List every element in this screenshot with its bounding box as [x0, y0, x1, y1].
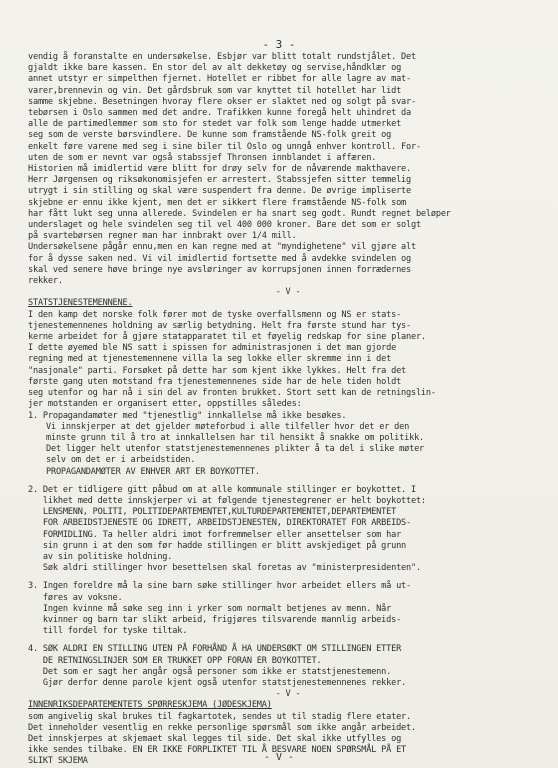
paragraph	[28, 581, 548, 637]
text-line: jer motstanden er organisert etter, oppstilles således:	[28, 399, 302, 410]
text-line: har fått lukt seg unna allerede. Svindelen er ha snart seg godt. Rundt regnet beløper	[28, 208, 451, 219]
text-line: annet utstyr er simpelthen fjernet. Hotellet er ribbet for alle lagre av mat-	[28, 74, 411, 85]
text-line: FOR ARBEIDSTJENESTE OG IDRETT, ARBEIDSTJENESTEN, DIREKTORATET FOR ARBEIDS-	[28, 518, 411, 529]
section-separator: - V -	[275, 287, 301, 298]
text-line: første gang uten motstand fra tjenestemennenes side har de hele tiden holdt	[28, 376, 402, 387]
text-line: "nasjonale" parti. Forsøket på dette har som kjent ikke lykkes. Helt fra det	[28, 365, 407, 376]
paragraph-gap	[28, 478, 548, 485]
page-number: - 3 -	[262, 38, 296, 51]
text-line: uten de som er nevnt var også stabssjef Thronsen innblandet i affæren.	[28, 152, 377, 163]
text-line: sin grunn i at den som før hadde stillingen er blitt avskjediget på grunn	[28, 540, 407, 551]
text-line: på svartebørsen regner man har innbrakt over 1/4 mill.	[28, 231, 297, 242]
text-line: enkelt føre varene med seg i sine biler til Oslo og unngå enhver kontroll. For-	[28, 141, 421, 152]
text-line: PROPAGANDAMØTER AV ENHVER ART ER BOYKOTTET.	[46, 466, 260, 477]
text-line: 1. Propagandamøter med "tjenestlig" innkallelse må ikke besøkes.	[28, 410, 347, 421]
paragraph	[28, 467, 548, 478]
paragraph	[28, 644, 548, 689]
text-line: Det som er sagt her angår også personer som ikke er statstjenestemenn.	[28, 666, 392, 677]
text-line: Det ligger helt utenfor statstjenestemennenes plikter å ta del i slike møter	[46, 444, 425, 455]
text-line: gjaldt ikke bare kassen. En stor del av alt dekketøy og servise,håndklær og	[28, 63, 402, 74]
section-separator: - V -	[275, 689, 301, 700]
text-line: Undersøkelsene pågår ennu,men en kan regne med at "myndighetene" vil gjøre alt	[28, 242, 416, 253]
text-line: Ingen kvinne må søke seg inn i yrker som normalt betjenes av menn. Når	[28, 603, 392, 614]
text-line: likhet med dette innskjerper vi at følgende tjenestegrener er helt boykottet:	[28, 495, 426, 506]
paragraph	[28, 422, 548, 467]
text-line: tebørsen i Oslo sammen med det andre. Trafikken kunne foregå helt uhindret da	[28, 108, 411, 119]
document-body	[28, 52, 548, 768]
text-line: skjebne er ennu ikke kjent, men det er sikkert flere framstående NS-folk som	[28, 197, 407, 208]
text-line: ikke sendes tilbake. EN ER IKKE FORPLIKTET TIL Å BESVARE NOEN SPØRSMÅL PÅ ET	[28, 745, 407, 756]
text-line: Gjør derfor denne parole kjent også utenfor statstjenestemennenes rekker.	[28, 677, 407, 688]
text-line: Søk aldri stillinger hvor besettelsen skal foretas av "ministerpresidenten".	[28, 563, 421, 574]
text-line: utrygt i sin stilling og skal være suspendert fra denne. De øvrige impliserte	[28, 186, 411, 197]
paragraph	[28, 310, 548, 411]
section-heading: STATSTJENESTEMENNENE.	[28, 298, 133, 309]
text-line: selv om det er i arbeidstiden.	[46, 455, 196, 466]
text-line: 2. Det er tidligere gitt påbud om at alle kommunale stillinger er boykottet. I	[28, 484, 416, 495]
text-line: Det innskjerpes at skjemaet skal legges til side. Det skal ikke utfylles og	[28, 733, 402, 744]
text-line: rekker.	[28, 276, 63, 287]
text-line: seg som de verste børsvindlere. De kunne som framstående NS-folk greit og	[28, 130, 392, 141]
text-line: skal ved senere høve bringe nye avsløringer av korrupsjonen innen forrædernes	[28, 264, 411, 275]
text-line: av sin politiske holdning.	[28, 551, 173, 562]
text-line: SLIKT SKJEMA	[28, 756, 88, 767]
paragraph	[28, 485, 548, 575]
text-line: till fordel for tyske tiltak.	[28, 626, 188, 637]
text-line: regning med at tjenestemennene villa la seg lokke eller skremme inn i det	[28, 354, 392, 365]
text-line: 3. Ingen foreldre må la sine barn søke stillinger hvor arbeidet ellers må ut-	[28, 581, 411, 592]
text-line: som angivelig skal brukes til fagkartotek, sendes ut til stadig flere etater.	[28, 711, 411, 722]
text-line: Det inneholder vesentlig en rekke personlige spørsmål som ikke angår arbeidet.	[28, 722, 416, 733]
text-line: minste grunn til å tro at innkallelsen har til hensikt å snakke om politikk.	[46, 432, 425, 443]
text-line: for å dysse saken ned. Vi vil imidlertid fortsette med å avdekke svindelen og	[28, 253, 411, 264]
text-line: vendig å foranstalte en undersøkelse. Esbjør var blitt totalt rundstjålet. Det	[28, 52, 416, 62]
text-line: Vi innskjerper at det gjelder møteforbud i alle tilfeller hvor det er den	[46, 421, 410, 432]
section-heading: INNENRIKSDEPARTEMENTETS SPØRRESKJEMA (JØDESKJEMA)	[28, 700, 272, 711]
text-line: underslaget og hele svindelen seg til vel 400 000 kroner. Bare det som er solgt	[28, 220, 421, 231]
text-line: alle de partimedlemmer som sto for stedet var folk som lenge hadde utmerket	[28, 119, 402, 130]
text-line: samme skjebne. Besetningen hvoray flere okser er slaktet ned og solgt på svar-	[28, 96, 416, 107]
text-line: Historien må imidlertid være blitt for drøy selv for de nåværende makthavere.	[28, 164, 411, 175]
text-line: kerne arbeidet for å gjøre statapparatet til et føyelig redskap for sine planer.	[28, 332, 426, 343]
page-footer-separator: - V -	[263, 752, 295, 763]
text-line: føres av voksne.	[28, 592, 123, 603]
text-line: tjenestemennenes holdning av særlig betydning. Helt fra første stund har tys-	[28, 320, 411, 331]
text-line: varer,brennevin og vin. Det gårdsbruk som var knyttet til hotellet har lidt	[28, 85, 402, 96]
text-line: I den kamp det norske folk fører mot de tyske overfallsmenn og NS er stats-	[28, 309, 402, 320]
text-line: seg utenfor og har nå i sin del av fronten brukket. Stort sett kan de retningslin-	[28, 388, 436, 399]
text-line: FORMIDLING. Ta heller aldri imot forfremmelser eller ansettelser som har	[28, 529, 402, 540]
text-line: kvinner og barn tar slikt arbeid, frigjøres tilsvarende mannlig arbeids-	[28, 614, 402, 625]
text-line: DE RETNINGSLINJER SOM ER TRUKKET OPP FORAN ER BOYKOTTET.	[28, 655, 322, 666]
text-line: I dette øyemed ble NS satt i spissen for administrasjonen i det man gjorde	[28, 343, 397, 354]
paragraph	[28, 52, 548, 287]
text-line: Herr Jørgensen og riksøkonomisjefen er arrestert. Stabssjefen sitter temmelig	[28, 175, 411, 186]
text-line: LENSMENN, POLITI, POLITIDEPARTEMENTET,KULTURDEPARTEMENTET,DEPARTEMENTET	[28, 507, 397, 518]
paragraph	[28, 411, 548, 422]
text-line: 4. SØK ALDRI EN STILLING UTEN PÅ FORHÅND Å HA UNDERSØKT OM STILLINGEN ETTER	[28, 644, 402, 655]
